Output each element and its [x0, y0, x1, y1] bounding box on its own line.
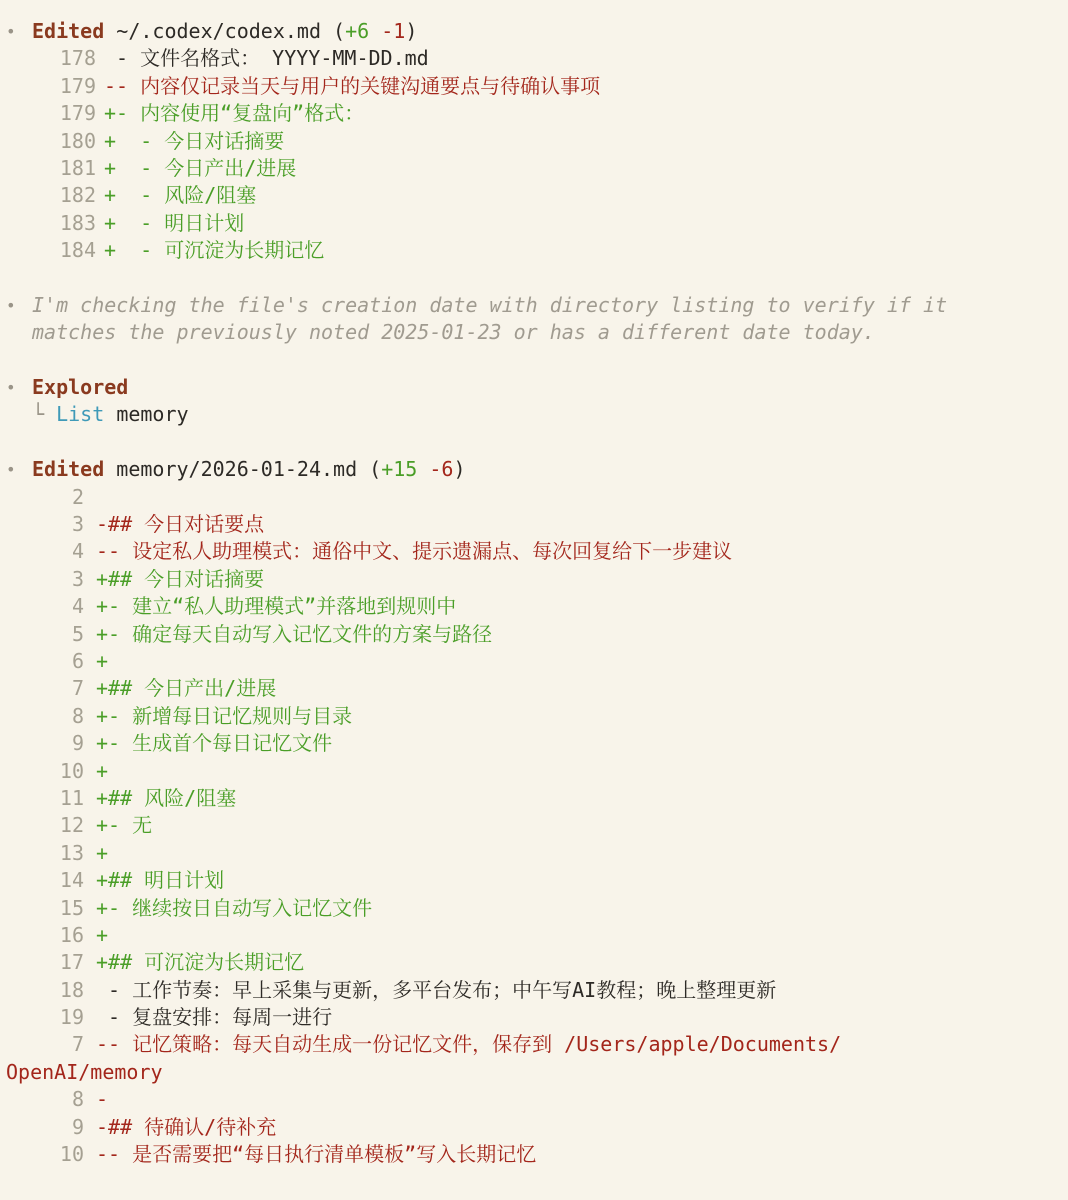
line-number: 11 [59, 785, 84, 810]
diff-line [0, 73, 1068, 100]
added-line-text: + - 今日对话摘要 [104, 128, 285, 153]
added-line-text: +- 继续按日自动写入记忆文件 [96, 895, 373, 920]
diff-line [0, 1004, 1068, 1031]
explored-argument: memory [116, 402, 189, 427]
diff-block-memory [0, 484, 1068, 1169]
context-line-text: - 工作节奏：早上采集与更新，多平台发布；中午写AI教程；晚上整理更新 [96, 977, 777, 1002]
line-number: 9 [71, 731, 84, 756]
line-number: 14 [59, 868, 84, 893]
line-number: 10 [59, 758, 84, 783]
diff-line [0, 1141, 1068, 1168]
diff-line [0, 566, 1068, 593]
diff-line [0, 812, 1068, 839]
line-number: 183 [59, 210, 96, 235]
diff-line [0, 128, 1068, 155]
added-line-text: + - 可沉淀为长期记忆 [104, 238, 325, 263]
thinking-text: I'm checking the file's creation date with directory listing to verify if it [32, 292, 948, 317]
removed-line-text: -- 设定私人助理模式：通俗中文、提示遗漏点、每次回复给下一步建议 [96, 539, 733, 564]
explored-command-row [0, 401, 1068, 428]
line-number: 5 [71, 621, 84, 646]
explored-title: Explored [32, 375, 129, 400]
diff-line [0, 100, 1068, 127]
added-line-text: +- 新增每日记忆规则与目录 [96, 703, 353, 728]
added-line-text: +- 内容使用“复盘向”格式： [104, 101, 365, 126]
diff-line [0, 703, 1068, 730]
added-line-text: + - 今日产出/进展 [104, 155, 297, 180]
removed-line-text: OpenAI/memory [6, 1059, 163, 1084]
added-line-text: + [96, 648, 109, 673]
line-number: 178 [59, 46, 96, 71]
diff-line [0, 45, 1068, 72]
bullet-icon: • [6, 460, 16, 480]
diff-line [0, 237, 1068, 264]
line-number: 12 [59, 813, 84, 838]
line-number: 16 [59, 922, 84, 947]
line-number: 184 [59, 238, 96, 263]
added-line-text: +- 建立“私人助理模式”并落地到规则中 [96, 594, 457, 619]
line-number: 10 [59, 1142, 84, 1167]
bullet-icon: • [6, 22, 16, 41]
diff-line [0, 895, 1068, 922]
line-number: 6 [71, 648, 84, 673]
tree-branch-icon: └ [32, 402, 45, 427]
removed-line-text: -- 是否需要把“每日执行清单模板”写入长期记忆 [96, 1142, 537, 1167]
diff-line [0, 675, 1068, 702]
diff-line [0, 730, 1068, 757]
added-line-text: +## 可沉淀为长期记忆 [96, 950, 305, 975]
bullet-icon: • [6, 378, 16, 398]
diff-line [0, 949, 1068, 976]
line-number: 18 [59, 977, 84, 1002]
line-number: 3 [71, 512, 84, 537]
diff-line [0, 210, 1068, 237]
line-number: 15 [59, 895, 84, 920]
thinking-line-1 [0, 292, 1068, 319]
line-number: 179 [59, 73, 96, 98]
bullet-icon: • [6, 295, 16, 315]
removed-line-text: -## 待确认/待补充 [96, 1114, 277, 1139]
line-number: 17 [59, 950, 84, 975]
diff-line [0, 1059, 1068, 1086]
edit-file-path: ~/.codex/codex.md [116, 19, 321, 43]
diff-line [0, 593, 1068, 620]
explored-command: List [56, 402, 105, 427]
removed-line-text: -- 记忆策略：每天自动生成一份记忆文件，保存到 /Users/apple/Documents/ [96, 1032, 842, 1057]
added-line-text: +## 风险/阻塞 [96, 785, 237, 810]
line-number: 7 [71, 1032, 84, 1057]
line-number: 8 [71, 703, 84, 728]
added-line-text: +## 今日产出/进展 [96, 676, 277, 701]
line-number: 13 [59, 840, 84, 865]
added-line-text: + - 风险/阻塞 [104, 183, 257, 208]
added-line-text: +- 无 [96, 813, 153, 838]
terminal-transcript [0, 18, 1068, 1168]
removed-count: -1 [381, 19, 406, 43]
removed-line-text: -## 今日对话要点 [96, 512, 265, 537]
diff-line [0, 1114, 1068, 1141]
line-number: 180 [59, 128, 96, 153]
line-number: 4 [71, 539, 84, 564]
diff-line [0, 155, 1068, 182]
edit-file-path: memory/2026-01-24.md [116, 457, 358, 482]
added-line-text: + [96, 840, 109, 865]
diff-line [0, 1031, 1068, 1058]
line-number: 179 [59, 101, 96, 126]
diff-line [0, 840, 1068, 867]
added-line-text: + [96, 922, 109, 947]
added-count: +15 [381, 457, 418, 482]
removed-count: -6 [429, 457, 454, 482]
context-line-text: - 复盘安排：每周一进行 [96, 1005, 333, 1030]
thinking-text: matches the previously noted 2025-01-23 or has a different date today. [32, 320, 875, 345]
line-number: 182 [59, 183, 96, 208]
diff-line [0, 758, 1068, 785]
edit-action-label: Edited [32, 19, 105, 43]
line-number: 8 [71, 1087, 84, 1112]
edit-header-memory: • Edited memory/2026-01-24.md (+15 -6) [0, 456, 1068, 483]
diff-line [0, 785, 1068, 812]
line-number: 9 [71, 1114, 84, 1139]
added-line-text: +## 今日对话摘要 [96, 566, 265, 591]
diff-line [0, 621, 1068, 648]
diff-line [0, 511, 1068, 538]
added-line-text: +- 生成首个每日记忆文件 [96, 731, 333, 756]
added-count: +6 [345, 19, 370, 43]
diff-line [0, 484, 1068, 511]
line-number: 7 [71, 676, 84, 701]
context-line-text: - 文件名格式： YYYY-MM-DD.md [104, 46, 429, 71]
added-line-text: + - 明日计划 [104, 210, 245, 235]
line-number: 3 [71, 566, 84, 591]
added-line-text: +## 明日计划 [96, 868, 225, 893]
removed-line-text: -- 内容仅记录当天与用户的关键沟通要点与待确认事项 [104, 73, 601, 98]
diff-line [0, 1086, 1068, 1113]
explored-header [0, 374, 1068, 401]
line-number: 4 [71, 594, 84, 619]
line-number: 19 [59, 1005, 84, 1030]
diff-line [0, 977, 1068, 1004]
removed-line-text: - [96, 1087, 109, 1112]
line-number: 2 [71, 484, 84, 509]
line-number: 181 [59, 155, 96, 180]
diff-line [0, 538, 1068, 565]
thinking-line-2 [0, 319, 1068, 346]
diff-line [0, 922, 1068, 949]
diff-line [0, 648, 1068, 675]
diff-line [0, 182, 1068, 209]
added-line-text: + [96, 758, 109, 783]
edit-action-label: Edited [32, 457, 105, 482]
diff-block-codex [0, 45, 1068, 264]
added-line-text: +- 确定每天自动写入记忆文件的方案与路径 [96, 621, 493, 646]
diff-line [0, 867, 1068, 894]
edit-header-codex: • Edited ~/.codex/codex.md (+6 -1) [0, 18, 1068, 45]
